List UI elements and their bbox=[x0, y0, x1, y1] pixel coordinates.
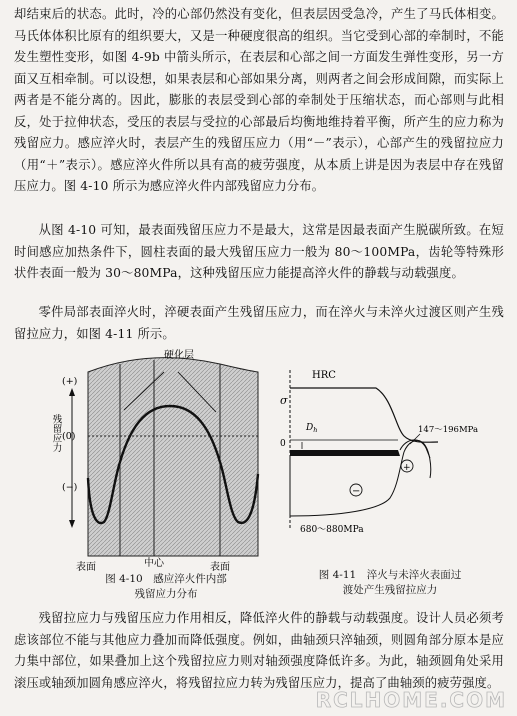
figure-4-10-stress-distribution bbox=[50, 350, 275, 575]
label-tension-range: 147～196MPa bbox=[418, 425, 479, 435]
paragraph-surface-stress-values: 从图 4-10 可知，最表面残留压应力不是最大，这常是因最表面产生脱碳所致。在短时间感应加热条件下，圆柱表面的最大残留压应力一般为 80～100MPa，齿轮等特殊形状件表面一般为 30～80MPa，这种残留压应力能提高淬火件的静载与动载强度。 bbox=[14, 223, 504, 280]
y-axis-arrow-up bbox=[69, 388, 75, 396]
x-label-center: 中心 bbox=[144, 558, 164, 569]
label-sigma: σ bbox=[280, 394, 288, 407]
label-compression-range: 680～880MPa bbox=[300, 525, 364, 535]
watermark: RCLHOME.COM bbox=[315, 688, 507, 712]
caption-figure-4-11 bbox=[290, 568, 490, 598]
label-zero: (0) bbox=[62, 431, 76, 442]
label-hardened-layer: 硬化层 bbox=[164, 350, 194, 361]
caption-4-11-line1: 图 4-11 淬火与未淬火表面过 bbox=[318, 569, 462, 581]
hrc-curve bbox=[290, 388, 438, 442]
caption-4-11-line2: 渡处产生残留拉应力 bbox=[342, 584, 438, 596]
leader-tension bbox=[410, 434, 420, 444]
label-zero-4-11: 0 bbox=[280, 439, 286, 449]
hatched-section bbox=[88, 358, 258, 556]
paragraph-local-quench: 零件局部表面淬火时，淬硬表面产生残留压应力，而在淬火与未淬火过渡区则产生残留拉应力，如图 4-11 所示。 bbox=[14, 305, 504, 341]
figure-4-11-transition-stress bbox=[280, 358, 505, 558]
x-label-surface-left: 表面 bbox=[76, 562, 96, 573]
label-minus-4-11: − bbox=[352, 486, 361, 497]
y-axis-arrow-down bbox=[69, 520, 75, 528]
caption-4-10-line2: 残留应力分布 bbox=[134, 588, 198, 600]
paragraph-tensile-stress-effect: 残留拉应力与残留压应力作用相反，降低淬火件的静载与动载强度。设计人员必须考虑该部位不能与其他应力叠加而降低强度。例如，曲轴颈只淬轴颈，则圆角部分原本是应力集中部位，如果叠加上这个残留拉应力则对轴颈强度降低许多。为此，轴颈圆角处采用滚压或轴颈加圆角感应淬火，将残留拉应力转为残留压应力，提高了曲轴颈的疲劳强度。 bbox=[14, 611, 504, 690]
caption-figure-4-10 bbox=[66, 572, 266, 602]
hardened-band bbox=[290, 450, 400, 456]
paragraph-residual-stress-origin: 却结束后的状态。此时，冷的心部仍然没有变化，但表层因受急冷，产生了马氏体相变。马氏体体积比原有的组织要大，又是一种硬度很高的组织。当它受到心部的牵制时，不能发生塑性变形，如图 4-9b 中箭头所示，在表层和心部之间一方面发生弹性变形，另一方面又互相牵制。可以设想，如果表层和心部如果分离，则两者之间会形成间隙，而实际上两者是不能分离的。因此，膨胀的表层受到心部的牵制处于压缩状态，而心部则与此相反，处于拉伸状态，受压的表层与受拉的心部最后均衡地维持着平衡，所产生的应力称为残留应力。感应淬火时，表层产生的残留压应力（用“－”表示），心部产生的残留拉应力（用“＋”表示）。感应淬火件所以具有高的疲劳强度，从本质上讲是因为表层中存在残留压应力。图 4-10 所示为感应淬火件内部残留应力分布。 bbox=[14, 7, 504, 193]
label-dh: $D_h$ bbox=[306, 423, 318, 434]
caption-4-10-line1: 图 4-10 感应淬火件内部 bbox=[105, 573, 227, 585]
y-axis-label: 残留应力 bbox=[50, 414, 62, 452]
label-plus: (+) bbox=[62, 376, 78, 387]
label-plus-4-11: + bbox=[403, 463, 411, 473]
x-label-surface-right: 表面 bbox=[210, 562, 230, 573]
label-hrc: HRC bbox=[312, 370, 336, 381]
label-minus: (−) bbox=[62, 482, 78, 493]
